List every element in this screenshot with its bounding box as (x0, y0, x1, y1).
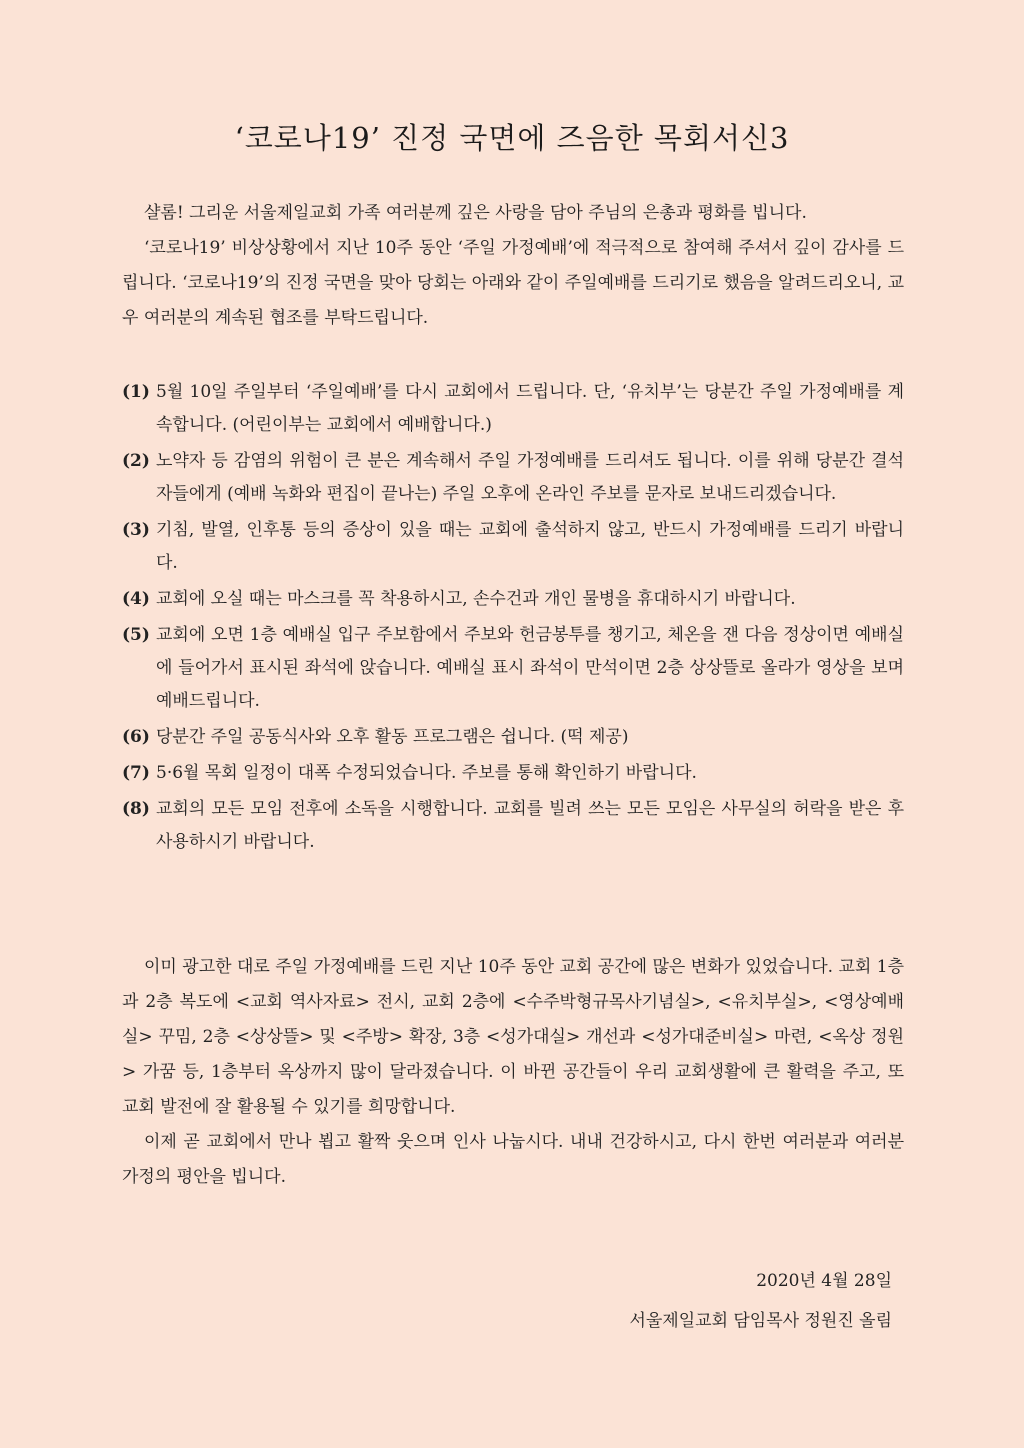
intro-paragraph: ‘코로나19’ 비상상황에서 지난 10주 동안 ‘주일 가정예배’에 적극적으로 참여해 주셔서 깊이 감사를 드립니다. ‘코로나19’의 진정 국면을 맞아 당회는 아래와 같이 주일예배를 드리기로 했음을 알려드리오니, 교우 여러분의 계속된 협조를 부탁드립니다. (122, 238, 904, 328)
notice-item (122, 445, 904, 511)
notice-text: 5월 10일 주일부터 ‘주일예배’를 다시 교회에서 드립니다. 단, ‘유치부’는 당분간 주일 가정예배를 계속합니다. (어린이부는 교회에서 예배합니다.) (156, 382, 904, 435)
closing-paragraph: 이미 광고한 대로 주일 가정예배를 드린 지난 10주 동안 교회 공간에 많은 변화가 있었습니다. 교회 1층과 2층 복도에 <교회 역사자료> 전시, 교회 2층에 <수주박형규목사기념실>, <유치부실>, <영상예배실> 꾸밈, 2층 <상상뜰> 및 <주방> 확장, 3층 <성가대실> 개선과 <성가대준비실> 마련, <옥상 정원> 가꿈 등, 1층부터 옥상까지 많이 달라졌습니다. 이 바뀐 공간들이 우리 교회생활에 큰 활력을 주고, 또 교회 발전에 잘 활용될 수 있기를 희망합니다. (122, 957, 904, 1117)
letter-title: ‘코로나19’ 진정 국면에 즈음한 목회서신3 (234, 121, 790, 155)
notice-item (122, 721, 904, 754)
notice-item (122, 757, 904, 790)
notice-text: 교회의 모든 모임 전후에 소독을 시행합니다. 교회를 빌려 쓰는 모든 모임은 사무실의 허락을 받은 후 사용하시기 바랍니다. (156, 799, 904, 852)
closing-paragraph: 이제 곧 교회에서 만나 뵙고 활짝 웃으며 인사 나눕시다. 내내 건강하시고, 다시 한번 여러분과 여러분 가정의 평안을 빕니다. (122, 1132, 904, 1187)
intro-paragraph: 샬롬! 그리운 서울제일교회 가족 여러분께 깊은 사랑을 담아 주님의 은총과 평화를 빕니다. (144, 203, 807, 223)
notice-item (122, 376, 904, 442)
letter-date: 2020년 4월 28일 (756, 1271, 892, 1291)
notice-number: (3) (122, 520, 150, 540)
letter-signature: 서울제일교회 담임목사 정원진 올림 (629, 1311, 892, 1331)
notice-number: (7) (122, 763, 150, 783)
notice-text: 당분간 주일 공동식사와 오후 활동 프로그램은 쉽니다. (떡 제공) (156, 727, 629, 747)
notice-text: 5·6월 목회 일정이 대폭 수정되었습니다. 주보를 통해 확인하기 바랍니다. (156, 763, 697, 783)
notice-number: (8) (122, 799, 150, 819)
notice-item (122, 583, 904, 616)
closing-section (122, 950, 904, 1195)
notice-number: (6) (122, 727, 150, 747)
notice-item (122, 793, 904, 859)
notice-text: 기침, 발열, 인후통 등의 증상이 있을 때는 교회에 출석하지 않고, 반드시 가정예배를 드리기 바랍니다. (156, 520, 904, 573)
notice-number: (5) (122, 625, 150, 645)
notice-item (122, 619, 904, 718)
notice-text: 노약자 등 감염의 위험이 큰 분은 계속해서 주일 가정예배를 드리셔도 됩니다. 이를 위해 당분간 결석자들에게 (예배 녹화와 편집이 끝나는) 주일 오후에 온라인 주보를 문자로 보내드리겠습니다. (156, 451, 904, 504)
notice-text: 교회에 오면 1층 예배실 입구 주보함에서 주보와 헌금봉투를 챙기고, 체온을 잰 다음 정상이면 예배실에 들어가서 표시된 좌석에 앉습니다. 예배실 표시 좌석이 만석이면 2층 상상뜰로 올라가 영상을 보며 예배드립니다. (156, 625, 904, 711)
notice-item (122, 514, 904, 580)
notice-number: (2) (122, 451, 150, 471)
notice-text: 교회에 오실 때는 마스크를 꼭 착용하시고, 손수건과 개인 물병을 휴대하시기 바랍니다. (156, 589, 796, 609)
intro-section (122, 196, 904, 336)
notice-list (122, 376, 904, 862)
notice-number: (4) (122, 589, 150, 609)
notice-number: (1) (122, 382, 150, 402)
